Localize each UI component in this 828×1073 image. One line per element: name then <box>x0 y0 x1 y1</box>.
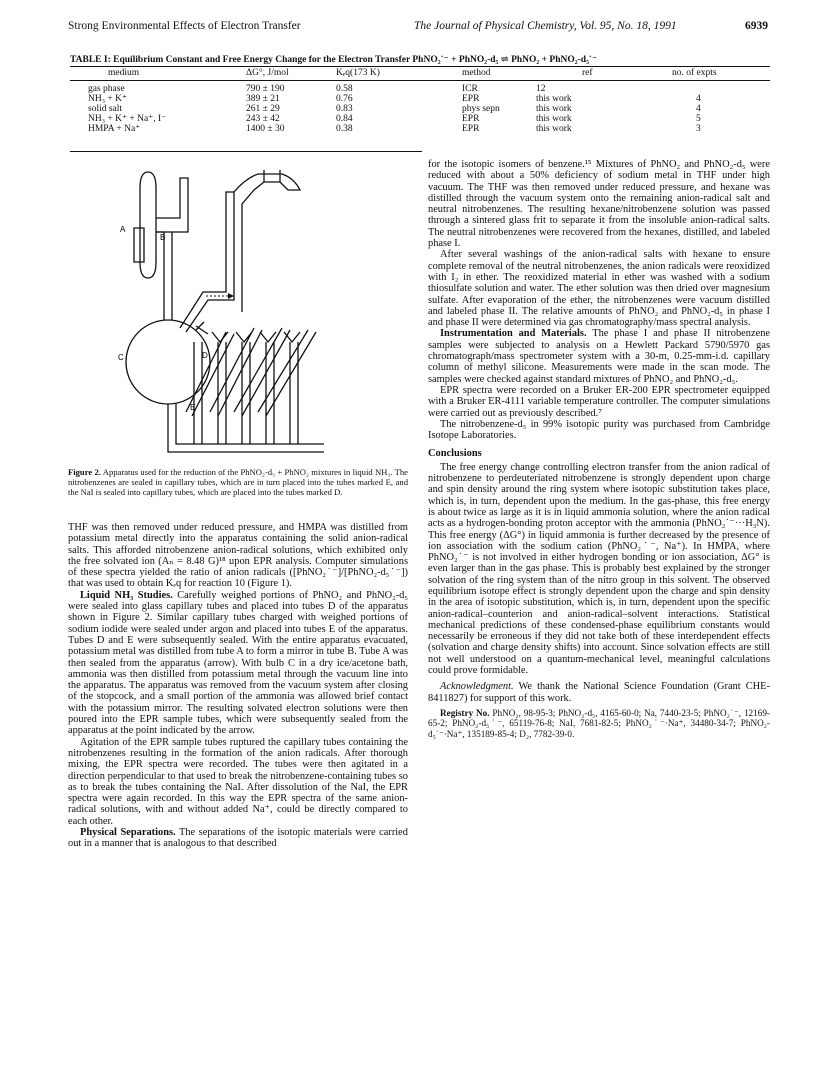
table-cell-dg: 389 ± 21 <box>246 94 280 104</box>
right-paragraph-conclusions: The free energy change controlling electron transfer from the anion radical of nitrobenzene to perdeuteriated nitrobenzene is strongly dependent upon charge and spin density around the ring system where isotopic substitution takes place, which is, in turn, dependent upon the medium. In the gas-phase, this free energy is about twice as large as it is in liquid ammonia solution, where the anion radical acts as a hydrogen-bonding proton acceptor with the ammonia (PhNO₂˙⁻···H₃N). This free energy (ΔG°) in liquid ammonia is further decreased by the presence of ion association with the sodium cation (PhNO₂˙⁻, Na⁺). In HMPA, where PhNO₂˙⁻ is not involved in either hydrogen bonding or ion association, ΔG° is even larger than in the gas phase. This is probably best explained by the stronger solvation of the ring system than of the nitro group in this solvent. The observed equilibrium isotope effect is strongly dependent upon the charge and spin density in the area of isotopic substitution, which is, in turn, dependent upon the specific anion-radical–counterion and anion-radical–solvent interactions. Statistical mechanical predictions of these condensed-phase equilibrium constants would necessarily be erroneous if they did not take both of these interdependent effects (solvation and charge density shifts) into account. Since solvation effects are still not well understood on a quantum-mechanical level, meaningful calculations could prove formidable. <box>428 461 770 677</box>
table-cell-dg: 261 ± 29 <box>246 104 280 114</box>
acknowledgment <box>428 681 770 704</box>
table-top-rule <box>70 66 770 67</box>
running-header <box>68 20 768 36</box>
left-paragraph-2 <box>68 590 408 737</box>
table-cell-keq: 0.38 <box>336 124 353 134</box>
table-cell-dg: 790 ± 190 <box>246 84 285 94</box>
table-cell-expts: 4 <box>696 104 701 114</box>
right-paragraph-4: EPR spectra were recorded on a Bruker ER-200 EPR spectrometer equipped with a Bruker ER-4111 variable temperature controller. The computer simulations were carried out as previously described.⁷ <box>428 384 770 419</box>
apparatus-figure <box>68 152 418 467</box>
table-cell-keq: 0.84 <box>336 114 353 124</box>
left-paragraph-4 <box>68 827 408 850</box>
left-column <box>68 522 408 850</box>
table-cell-method: phys sepn <box>462 104 500 114</box>
table-cell-keq: 0.83 <box>336 104 353 114</box>
right-paragraph-2: After several washings of the anion-radical salts with hexane to ensure complete removal of the neutral nitrobenzenes, the anion radicals were reoxidized with I₂ in ether. The reoxidized material in ether was washed with a sodium thiosulfate solution and water. The ether solution was then dried over magnesium sulfate. After evaporation of the ether, the nitrobenzenes were vacuum distilled and labeled phase II. The relative amounts of PhNO₂ and PhNO₂-d₅ in phase I and phase II were determined via gas chromatography/mass spectral analysis. <box>428 249 770 329</box>
table-header-keq: Kₑq(173 K) <box>336 68 380 78</box>
right-column <box>428 159 770 739</box>
left-paragraph-1: THF was then removed under reduced pressure, and HMPA was distilled from potassium metal directly into the apparatus containing the solid anion-radical salts. This afforded nitrobenzene anion-radical solutions, which exhibited only the free solvated ion (Aₙ = 8.48 G)¹⁸ upon EPR analysis. Computer simulations of these spectra yielded the ratio of anion radicals ([PhNO₂˙⁻]/[PhNO₂-d₅˙⁻]) that was used to obtain Kₑq for reaction 10 (Figure 1). <box>68 522 408 590</box>
right-paragraph-1: for the isotopic isomers of benzene.¹⁵ Mixtures of PhNO₂ and PhNO₂-d₅ were reduced with about a 50% deficiency of sodium metal in THF under high vacuum. The THF was then removed under reduced pressure, and hexane was distilled through the vacuum system onto the remaining anion-radical salt and neutral nitrobenzenes. The resulting hexane/nitrobenzene solution was passed through a sintered glass frit to separate it from the insoluble anion-radical salts. The neutral nitrobenzenes were recovered from the hexanes, distilled, and labeled phase I. <box>428 159 770 250</box>
right-paragraph-5: The nitrobenzene-d₅ in 99% isotopic purity was purchased from Cambridge Isotope Laboratories. <box>428 418 770 442</box>
table-cell-expts: 5 <box>696 114 701 124</box>
table-cell-dg: 1400 ± 30 <box>246 124 285 134</box>
table-cell-ref: this work <box>536 94 572 104</box>
figure-caption-label: Figure 2. <box>68 467 101 477</box>
acknowledgment-head: Acknowledgment. <box>440 681 514 693</box>
section-head-liquid-nh3: Liquid NH₃ Studies. <box>80 589 173 601</box>
table-cell-medium: NH₃ + K⁺ + Na⁺, I⁻ <box>88 114 167 124</box>
table-cell-keq: 0.76 <box>336 94 353 104</box>
section-head-instrumentation: Instrumentation and Materials. <box>440 328 587 340</box>
table-header-method: method <box>462 68 491 78</box>
table-cell-expts: 4 <box>696 94 701 104</box>
table-cell-method: ICR <box>462 84 478 94</box>
left-paragraph-2-text: Carefully weighed portions of PhNO₂ and PhNO₂-d₅ were sealed into glass capillary tubes and placed into tubes D of the apparatus shown in Figure 2. Similar capillary tubes charged with weighed portions of sodium iodide were sealed under argon and placed into tubes E of the apparatus. Tubes D and E were subsequently sealed. With the entire apparatus evacuated, potassium metal was distilled from tube A to form a mirror in tube B. Tube A was then sealed from the apparatus (arrow). With bulb C in a dry ice/acetone bath, ammonia was then distilled from potassium metal through the vacuum line into the apparatus. The apparatus was removed from the vacuum system after closing of the stopcock, and a small portion of the ammonia was allowed brief contact with the potassium mirror. The resulting solvated electron solutions were then poured into the EPR sample tubes, which were subsequently sealed from the apparatus at the point indicated by the arrow. <box>68 589 408 737</box>
page-number: 6939 <box>745 20 768 32</box>
table-header-medium: medium <box>108 68 140 78</box>
table-cell-ref: this work <box>536 104 572 114</box>
table-cell-method: EPR <box>462 124 480 134</box>
figure-label-b: B <box>160 233 166 242</box>
journal-citation: The Journal of Physical Chemistry, Vol. 95, No. 18, 1991 <box>414 20 677 32</box>
section-head-physical-separations: Physical Separations. <box>80 827 176 839</box>
table-caption: TABLE I: Equilibrium Constant and Free Energy Change for the Electron Transfer PhNO₂˙⁻ + PhNO₂-d₅ ⇌ PhNO₂ + PhNO₂-d₅˙⁻ <box>70 55 598 65</box>
acknowledgment-text: We thank the National Science Foundation (Grant CHE-8411827) for support of this work. <box>428 681 770 704</box>
table-cell-method: EPR <box>462 94 480 104</box>
section-head-conclusions: Conclusions <box>428 448 482 460</box>
table-header-rule <box>70 80 770 81</box>
table-cell-expts: 3 <box>696 124 701 134</box>
figure-caption <box>68 467 408 497</box>
table-header-expts: no. of expts <box>672 68 717 78</box>
figure-label-d: D <box>202 351 208 360</box>
left-paragraph-4-text: The separations of the isotopic materials were carried out in a manner that is analogous to that described <box>68 827 408 850</box>
table-header-dg: ΔG°, J/mol <box>246 68 289 78</box>
registry-numbers <box>428 708 770 740</box>
table-cell-dg: 243 ± 42 <box>246 114 280 124</box>
table-cell-medium: HMPA + Na⁺ <box>88 124 141 134</box>
table-cell-keq: 0.58 <box>336 84 353 94</box>
table-cell-medium: solid salt <box>88 104 123 114</box>
table-header-ref: ref <box>582 68 593 78</box>
right-paragraph-3 <box>428 328 770 384</box>
table-cell-method: EPR <box>462 114 480 124</box>
table-cell-ref: 12 <box>536 84 546 94</box>
table-cell-ref: this work <box>536 114 572 124</box>
registry-text: PhNO₂, 98-95-3; PhNO₂-d₅, 4165-60-0; Na, 7440-23-5; PhNO₂˙⁻, 12169-65-2; PhNO₂-d₅˙⁻, 65119-76-8; NaI, 7681-82-5; PhNO₂˙⁻·Na⁺, 34480-34-7; PhNO₂-d₅˙⁻·Na⁺, 135189-85-4; D₂, 7782-39-0. <box>428 707 770 739</box>
figure-label-a: A <box>120 225 126 234</box>
table-cell-medium: NH₃ + K⁺ <box>88 94 128 104</box>
figure-caption-text: Apparatus used for the reduction of the PhNO₂-d₅ + PhNO₂ mixtures in liquid NH₃. The nitrobenzenes are sealed in capillary tubes, which are in turn placed into the tubes marked E, and the NaI is sealed into capillary tubes, which are placed into the tubes marked D. <box>68 467 408 497</box>
table-cell-medium: gas phase <box>88 84 125 94</box>
figure-label-c: C <box>118 353 124 362</box>
registry-head: Registry No. <box>440 707 490 718</box>
figure-label-e: E <box>190 403 196 412</box>
left-paragraph-3: Agitation of the EPR sample tubes ruptured the capillary tubes containing the nitrobenzenes resulting in the formation of the anion radicals. After thorough mixing, the EPR spectra were recorded. The tubes were then agitated in a direction perpendicular to that used to break the nitrobenzene-containing tubes so as to break the tubes containing the NaI. After dissolution of the NaI, the EPR spectra were again recorded. In this way the EPR spectra of the same anion-radical solutions, with and without added Na⁺, could be directly compared to each other. <box>68 736 408 827</box>
table-cell-ref: this work <box>536 124 572 134</box>
running-title: Strong Environmental Effects of Electron Transfer <box>68 20 301 32</box>
right-paragraph-3-text: The phase I and phase II nitrobenzene samples were subjected to analysis on a Hewlett Packard 5790/5970 gas chromatograph/mass spectrometer system with a 30-m, 0.25-mm-i.d. capillary column of methyl silicone. Measurements were made in the scan mode. The samples were checked against standard mixtures of PhNO₂ and PhNO₂-d₅. <box>428 328 770 385</box>
